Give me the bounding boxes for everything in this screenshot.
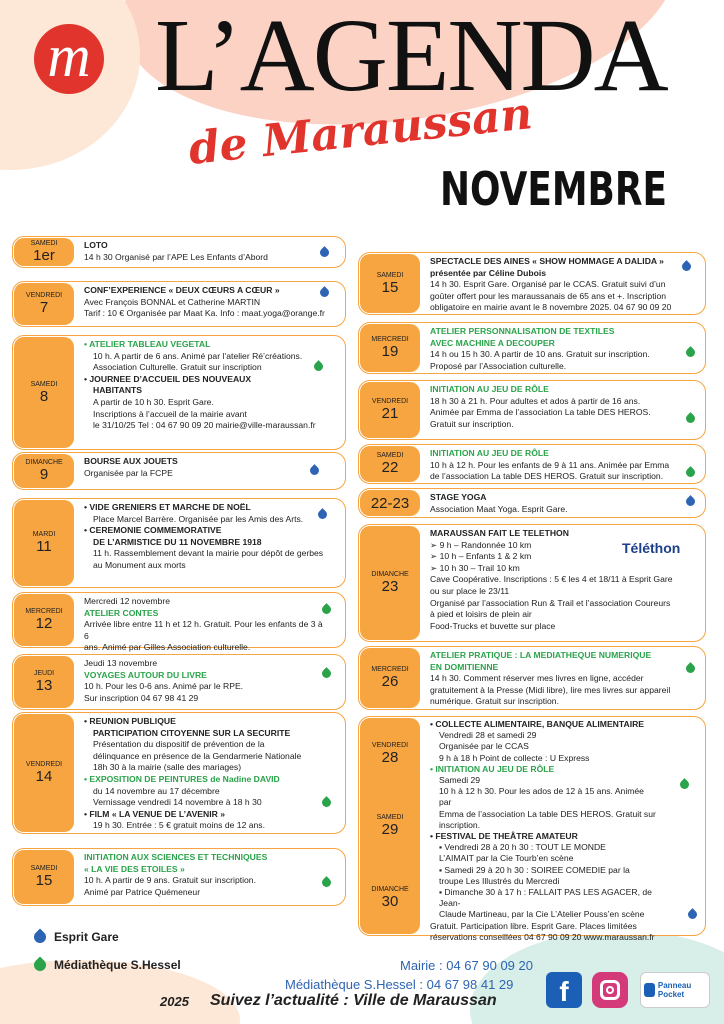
event-line: goûter offert pour les maraussanais de 65 ans et +. Inscription <box>430 290 667 301</box>
panneau-pocket-icon <box>644 983 655 997</box>
event-line: ▪ Dimanche 30 à 17 h : FALLAIT PAS LES AGACER, de Jean- <box>439 887 652 909</box>
instagram-icon[interactable] <box>592 972 628 1008</box>
day-number: 13 <box>35 677 53 694</box>
day-number: 23 <box>381 578 399 595</box>
event-line: Vendredi 28 et samedi 29 <box>439 730 537 741</box>
day-badge <box>14 714 74 832</box>
day-badge <box>14 850 74 904</box>
green-drop-icon <box>32 957 49 974</box>
event-text <box>84 240 328 263</box>
event-line: • INITIATION AU JEU DE RÔLE <box>430 763 555 774</box>
day-badge <box>14 500 74 586</box>
event-line: INITIATION AU JEU DE RÔLE <box>430 448 549 458</box>
day-name: JEUDI <box>33 670 55 677</box>
day-number: 22-23 <box>370 494 410 512</box>
event-line: ▪ Samedi 29 à 20 h 30 : SOIREE COMEDIE par la <box>439 864 630 875</box>
event-line: INITIATION AU JEU DE RÔLE <box>430 384 549 394</box>
event-line: Emma de l’association La table DES HEROS. Gratuit sur <box>439 808 656 819</box>
event-line: Association Maat Yoga. Esprit Gare. <box>430 503 568 514</box>
day-name: SAMEDI <box>30 865 58 872</box>
day-name: VENDREDI <box>25 761 63 768</box>
event-line: « LA VIE DES ETOILES » <box>84 863 185 874</box>
event-line: CONF’EXPERIENCE « DEUX CŒURS A CŒUR » <box>84 285 280 295</box>
event-line: Inscriptions à l’accueil de la mairie avant <box>93 408 247 419</box>
day-number: 26 <box>381 673 399 690</box>
event-line: présentée par Céline Dubois <box>430 267 547 278</box>
event-line: Proposé par l’Association culturelle. <box>430 360 567 371</box>
event-line: Avec François BONNAL et Catherine MARTIN <box>84 296 261 307</box>
event-line: le 31/10/25 Tel : 04 67 90 09 20 mairie@ville-maraussan.fr <box>93 420 316 431</box>
event-line: 10 h à 12 h. Pour les enfants de 9 à 11 ans. Animée par Emma <box>430 459 670 470</box>
event-line: Gratuit sur inscription. <box>430 418 514 429</box>
day-name: MERCREDI <box>371 666 409 673</box>
event-line: Organisée par la FCPE <box>84 467 173 478</box>
day-number: 29 <box>381 821 399 838</box>
day-number: 1er <box>33 247 55 264</box>
event-line: EN DOMITIENNE <box>430 661 499 672</box>
day-number: 28 <box>381 749 399 766</box>
event-line: 10 h à 12 h 30. Pour les ados de 12 à 15 ans. Animée par <box>439 786 644 808</box>
legend-esprit-label: Esprit Gare <box>54 930 119 944</box>
legend-mediatheque <box>34 958 181 972</box>
event-text <box>430 326 688 372</box>
month-title: NOVEMBRE <box>440 162 668 216</box>
event-line: • REUNION PUBLIQUE <box>84 716 176 726</box>
event-line: Animée par Emma de l’association La table DES HEROS. <box>430 407 651 418</box>
event-line: 14 h ou 15 h 30. A partir de 10 ans. Gratuit sur inscription. <box>430 349 650 360</box>
event-line: gratuitement à la Presse (Midi libre), lire mes livres sur appareil <box>430 684 671 695</box>
event-line: • JOURNEE D’ACCUEIL DES NOUVEAUX <box>84 373 252 384</box>
event-line: MARAUSSAN FAIT LE TELETHON <box>430 528 569 538</box>
day-number: 14 <box>35 768 53 785</box>
telethon-logo: Téléthon <box>622 540 681 556</box>
footer-year: 2025 <box>160 994 189 1009</box>
day-name: SAMEDI <box>30 380 58 388</box>
event-line: A partir de 10 h 30. Esprit Gare. <box>93 396 214 407</box>
event-line: Présentation du dispositif de prévention de la <box>93 739 265 750</box>
event-line: Gratuit. Participation libre. Esprit Gare. Places limitées <box>430 920 637 931</box>
event-text <box>84 456 328 479</box>
event-line: Samedi 29 <box>439 775 481 786</box>
day-badge <box>360 382 420 438</box>
event-text <box>84 285 328 320</box>
day-name: VENDREDI <box>371 398 409 405</box>
day-name: SAMEDI <box>376 452 404 459</box>
event-text <box>84 716 328 832</box>
event-line: • COLLECTE ALIMENTAIRE, BANQUE ALIMENTAIRE <box>430 719 645 729</box>
event-line: ➢ 9 h – Randonnée 10 km <box>430 539 532 550</box>
agenda-subtitle: de Maraussan <box>186 88 535 175</box>
event-line: 19 h 30. Entrée : 5 € gratuit moins de 12 ans. <box>93 820 265 831</box>
event-line: numérique. Gratuit sur inscription. <box>430 696 559 707</box>
event-line: Jeudi 13 novembre <box>84 658 158 668</box>
day-name: VENDREDI <box>371 742 409 749</box>
event-line: ➢ 10 h – Enfants 1 & 2 km <box>430 551 532 562</box>
event-line: Mercredi 12 novembre <box>84 596 170 606</box>
event-text <box>430 448 688 483</box>
event-text <box>430 384 688 430</box>
event-line: à pied et loisirs de plein air <box>430 609 532 620</box>
event-line: • FILM « LA VENUE DE L’AVENIR » <box>84 808 226 819</box>
day-badge-multi <box>360 718 420 934</box>
event-line: SPECTACLE DES AINES « SHOW HOMMAGE A DALIDA » <box>430 256 664 266</box>
day-number: 22 <box>381 459 399 476</box>
event-line: Vernissage vendredi 14 novembre à 18 h 30 <box>93 797 262 808</box>
day-name: SAMEDI <box>376 814 404 821</box>
day-number: 11 <box>36 538 52 555</box>
event-line: 14 h 30 Organisé par l’APE Les Enfants d’Abord <box>84 251 268 262</box>
event-line: Place Marcel Barrère. Organisée par les Amis des Arts. <box>93 513 304 524</box>
event-line: DE L’ARMISTICE DU 11 NOVEMBRE 1918 <box>93 536 262 547</box>
legend-media-label: Médiathèque S.Hessel <box>54 958 181 972</box>
event-line: Organisée par le CCAS <box>439 741 529 752</box>
event-line: ▪ Vendredi 28 à 20 h 30 : TOUT LE MONDE <box>439 842 606 853</box>
day-name: SAMEDI <box>30 240 58 247</box>
event-line: 14 h 30. Comment réserver mes livres en ligne, accéder <box>430 673 644 684</box>
footer-follow: Suivez l’actualité : Ville de Maraussan <box>210 992 497 1009</box>
day-group <box>377 814 404 838</box>
day-badge <box>360 648 420 708</box>
event-line: VOYAGES AUTOUR DU LIVRE <box>84 669 207 680</box>
legend-esprit-gare <box>34 930 119 944</box>
day-name: MARDI <box>32 531 56 538</box>
day-number: 19 <box>381 343 399 360</box>
event-text <box>430 650 688 708</box>
event-line: ATELIER PERSONNALISATION DE TEXTILES <box>430 326 615 336</box>
event-line: PARTICIPATION CITOYENNE SUR LA SECURITE <box>93 727 291 738</box>
event-text <box>84 596 328 654</box>
event-line: AVEC MACHINE A DECOUPER <box>430 337 555 348</box>
event-line: de l’association La table DES HEROS. Gratuit sur inscription. <box>430 471 664 482</box>
event-line: ➢ 10 h 30 – Trail 10 km <box>430 562 520 573</box>
day-badge <box>360 490 420 516</box>
day-number: 12 <box>35 615 53 632</box>
day-name: DIMANCHE <box>371 886 409 893</box>
event-line: L’AIMAIT par la Cie Tourb’en scène <box>439 853 574 864</box>
event-line: 10 h. Pour les 0-6 ans. Animé par le RPE. <box>84 681 244 692</box>
event-line: 18h 30 à la mairie (salle des mariages) <box>93 762 242 773</box>
day-group <box>372 742 408 766</box>
day-badge <box>360 446 420 482</box>
day-badge <box>14 656 74 708</box>
event-text <box>84 502 328 572</box>
footer-mediatheque-phone: Médiathèque S.Hessel : 04 67 98 41 29 <box>285 977 514 992</box>
event-line: • VIDE GRENIERS ET MARCHE DE NOËL <box>84 502 251 512</box>
event-text <box>84 658 328 704</box>
day-name: DIMANCHE <box>25 459 63 466</box>
event-line: ATELIER CONTES <box>84 607 159 618</box>
agenda-title: L’AGENDA <box>155 0 667 113</box>
event-text <box>84 339 328 432</box>
day-badge <box>360 526 420 640</box>
event-text <box>430 492 688 515</box>
day-badge <box>360 254 420 313</box>
event-line: STAGE YOGA <box>430 492 487 502</box>
event-line: 14 h 30. Esprit Gare. Organisé par le CCAS. Gratuit suivi d’un <box>430 279 666 290</box>
event-line: troupe Les Illustrés du Mercredi <box>439 875 560 886</box>
event-line: • CEREMONIE COMMEMORATIVE <box>84 525 222 536</box>
event-text <box>430 256 688 314</box>
event-line: 11 h. Rassemblement devant la mairie pour dépôt de gerbes <box>93 548 324 559</box>
event-text <box>84 852 328 898</box>
day-name: SAMEDI <box>376 271 404 279</box>
event-line: Food-Trucks et buvette sur place <box>430 620 556 631</box>
event-line: Arrivée libre entre 11 h et 12 h. Gratuit. Pour les enfants de 3 à 6 <box>84 619 323 641</box>
event-line: 9 h à 18 h Point de collecte : U Express <box>439 752 590 763</box>
event-line: Tarif : 10 € Organisée par Maat Ka. Info : maat.yoga@orange.fr <box>84 308 325 319</box>
event-text <box>430 719 658 943</box>
footer-mairie-phone: Mairie : 04 67 90 09 20 <box>400 958 533 973</box>
event-line: Animé par Patrice Quémeneur <box>84 886 201 897</box>
event-line: délinquance en présence de la Gendarmerie Nationale <box>93 750 302 761</box>
day-name: MERCREDI <box>25 608 63 615</box>
day-badge <box>14 238 74 266</box>
day-badge <box>14 337 74 448</box>
day-number: 21 <box>381 405 399 422</box>
event-line: LOTO <box>84 240 108 250</box>
event-line: 10 h. A partir de 9 ans. Gratuit sur inscription. <box>84 875 256 886</box>
event-line: Cave Coopérative. Inscriptions : 5 € les 4 et 18/11 à Esprit Gare <box>430 574 673 585</box>
event-line: HABITANTS <box>93 385 143 396</box>
event-line: • EXPOSITION DE PEINTURES de Nadine DAVID <box>84 773 280 784</box>
day-number: 7 <box>39 299 49 316</box>
event-line: réservations conseillées 04 67 90 09 20 www.maraussan.fr <box>430 931 655 942</box>
day-badge <box>14 454 74 488</box>
event-line: INITIATION AUX SCIENCES ET TECHNIQUES <box>84 852 268 862</box>
event-line: du 14 novembre au 17 décembre <box>93 785 220 796</box>
day-badge <box>360 324 420 372</box>
event-line: inscription. <box>439 819 481 830</box>
day-number: 15 <box>35 872 53 889</box>
event-line: au Monument aux morts <box>93 559 186 570</box>
event-line: obligatoire en mairie avant le 8 novembre 2025. 04 67 90 09 20 <box>430 302 672 313</box>
facebook-icon[interactable]: f <box>546 972 582 1008</box>
event-line: ATELIER PRATIQUE : LA MEDIATHEQUE NUMERIQUE <box>430 650 652 660</box>
event-line: • FESTIVAL DE THEÂTRE AMATEUR <box>430 831 578 842</box>
event-line: Sur inscription 04 67 98 41 29 <box>84 692 199 703</box>
day-name: VENDREDI <box>25 292 63 299</box>
event-line: • ATELIER TABLEAU VEGETAL <box>84 339 211 349</box>
event-line: Organisé par l’association Run & Trail et l’association Coureurs <box>430 597 671 608</box>
day-number: 30 <box>381 893 399 910</box>
panneau-pocket-badge[interactable] <box>640 972 710 1008</box>
day-badge <box>14 283 74 325</box>
day-number: 15 <box>381 278 399 296</box>
blue-drop-icon <box>32 929 49 946</box>
event-line: Association Culturelle. Gratuit sur inscription <box>93 362 262 373</box>
event-line: ans. Animé par Gilles Association culturelle. <box>84 642 251 653</box>
day-badge <box>14 594 74 646</box>
event-line: ou sur place le 23/11 <box>430 585 510 596</box>
maraussan-logo: m <box>34 24 104 94</box>
panneau-pocket-label: Panneau Pocket <box>657 981 692 999</box>
day-number: 9 <box>39 466 49 483</box>
event-line: 10 h. A partir de 6 ans. Animé par l’atelier Ré’créations. <box>93 350 303 361</box>
day-group <box>371 886 408 910</box>
day-number: 8 <box>39 387 49 405</box>
event-line: BOURSE AUX JOUETS <box>84 456 178 466</box>
event-line: 18 h 30 à 21 h. Pour adultes et ados à partir de 16 ans. <box>430 395 641 406</box>
day-name: MERCREDI <box>371 336 409 343</box>
day-name: DIMANCHE <box>371 571 409 578</box>
event-line: Claude Martineau, par la Cie L’Atelier Pouss’en scène <box>439 909 645 920</box>
